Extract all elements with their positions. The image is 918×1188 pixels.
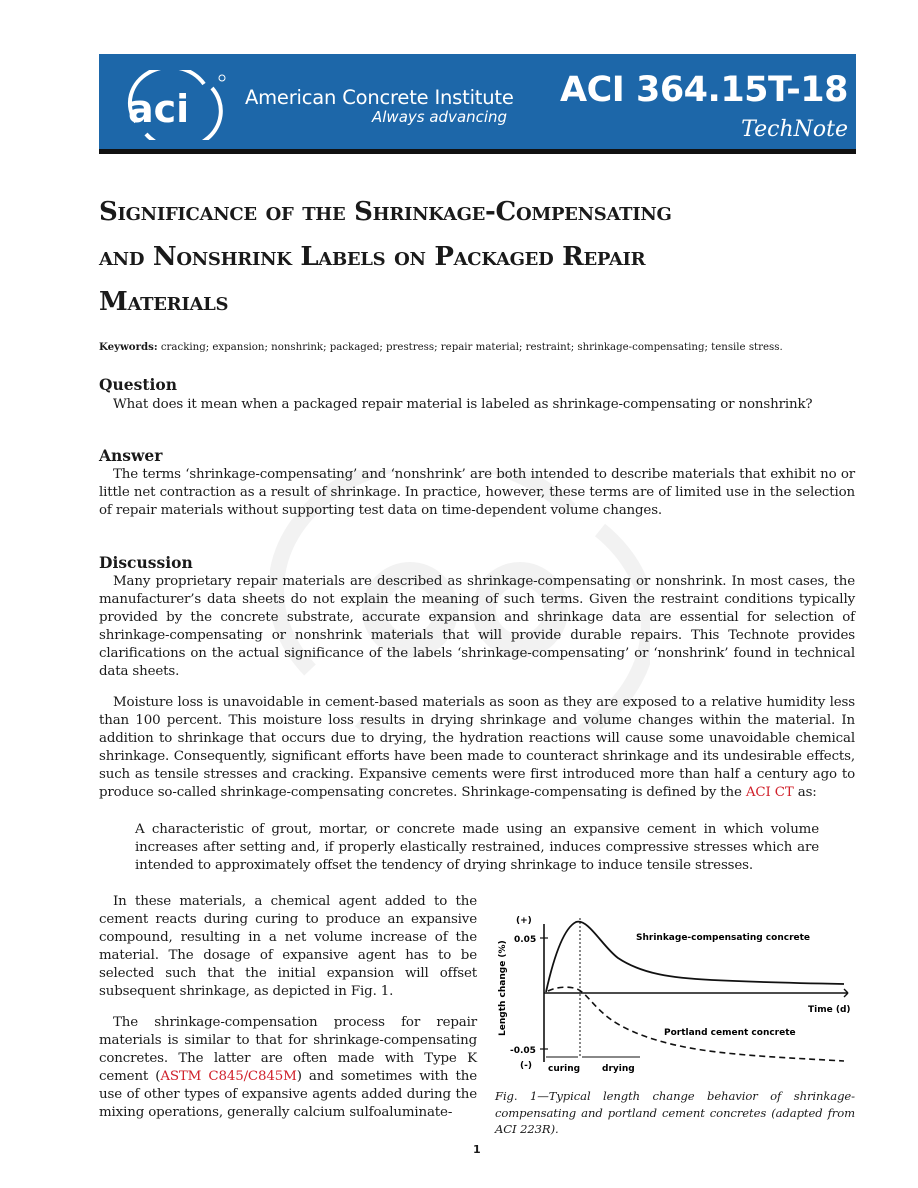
discussion-heading: Discussion <box>99 553 193 572</box>
title-line-1: Significance of the Shrinkage-Compensating <box>99 197 672 227</box>
y-minus-label: (-) <box>520 1061 532 1071</box>
x-axis-label: Time (d) <box>808 1005 851 1015</box>
keywords <box>99 341 783 353</box>
discussion-paragraph-4 <box>99 1014 477 1122</box>
answer-heading: Answer <box>99 446 163 465</box>
keywords-label: Keywords: <box>99 341 158 353</box>
question-text: What does it mean when a packaged repair material is labeled as shrinkage-compensating or nonshrink? <box>113 397 813 412</box>
logo-text: aci <box>128 87 190 131</box>
discussion-paragraph-1: Many proprietary repair materials are described as shrinkage-compensating or nonshrink. In most cases, the manufacturer’s data sheets do not explain the meaning of such terms. Given the restraint conditions typically provided by the concrete substrate, accurate expansion and shrinkage data are essential for selection of shrinkage-compensating or nonshrink materials that will provide durable repairs. This Technote provides clarifications on the actual significance of the labels ‘shrinkage-compensating’ or ‘nonshrink’ found in technical data sheets. <box>99 574 855 679</box>
p2-text: Moisture loss is unavoidable in cement-based materials as soon as they are exposed to a relative humidity less than 100 percent. This moisture loss results in drying shrinkage and volume changes within the material. In addition to shrinkage that occurs due to drying, the hydration reactions will cause some unavoidable chemical shrinkage. Consequently, significant efforts have been made to counteract shrinkage and its undesirable effects, such as tensile stresses and cracking. Expansive cements were first introduced more than half a century ago to produce so-called shrinkage-compensating concretes. Shrinkage-compensating is defined by the <box>99 695 855 800</box>
keywords-text: cracking; expansion; nonshrink; packaged; prestress; repair material; restraint; shrinkage-compensating; tensile stress. <box>160 342 783 353</box>
aci-ct-link[interactable]: ACI CT <box>745 785 794 800</box>
title-line-3: Materials <box>99 287 229 317</box>
document-title <box>99 190 859 325</box>
document-type: TechNote <box>741 117 848 142</box>
y-axis-label: Length change (%) <box>498 940 508 1036</box>
header-rule <box>99 149 856 154</box>
answer-text: The terms ‘shrinkage-compensating’ and ‘nonshrink’ are both intended to describe materials that exhibit no or little net contraction as a result of shrinkage. In practice, however, these terms are of limited use in the selection of repair materials without supporting test data on time-dependent volume changes. <box>99 467 855 518</box>
p2-text-end: as: <box>793 785 817 800</box>
p4-text: The shrinkage-compensation process for repair materials is similar to that for shrinkage-compensating concretes. The latter are often made with Type K cement ( <box>99 1015 477 1084</box>
length-change-figure <box>492 906 856 1080</box>
page-number: 1 <box>473 1143 481 1156</box>
title-line-2: and Nonshrink Labels on Packaged Repair <box>99 242 646 272</box>
series-label-portland: Portland cement concrete <box>664 1028 796 1038</box>
y-plus-label: (+) <box>516 916 532 926</box>
series-label-shrinkage-compensating: Shrinkage-compensating concrete <box>636 933 811 943</box>
institute-name: American Concrete Institute <box>245 86 514 109</box>
y-tick-negative: -0.05 <box>510 1046 536 1056</box>
astm-link[interactable]: ASTM C845/C845M <box>160 1069 297 1084</box>
document-number: ACI 364.15T-18 <box>559 70 848 110</box>
drying-label: drying <box>602 1064 635 1074</box>
y-tick-positive: 0.05 <box>514 935 537 945</box>
discussion-paragraph-2 <box>99 694 855 802</box>
question-heading: Question <box>99 375 178 394</box>
portland-cement-curve <box>548 987 844 1061</box>
p4-text-end: ) and sometimes with the use of other types of expansive agents added during the mixing operations, generally calcium sulfoaluminate- <box>99 1069 477 1120</box>
aci-logo <box>116 70 232 140</box>
institute-tagline: Always advancing <box>372 108 508 126</box>
curing-label: curing <box>548 1064 581 1074</box>
figure-caption: Fig. 1—Typical length change behavior of shrinkage-compensating and portland cement concretes (adapted from ACI 223R). <box>495 1089 855 1136</box>
definition-quote: A characteristic of grout, mortar, or concrete made using an expansive cement in which volume increases after setting and, if properly elastically restrained, induces compressive stresses which are intended to approximately offset the tendency of drying shrinkage to induce tensile stresses. <box>135 822 819 873</box>
discussion-paragraph-3: In these materials, a chemical agent added to the cement reacts during curing to produce an expansive compound, resulting in a net volume increase of the material. The dosage of expansive agent has to be selected such that the initial expansion will offset subsequent shrinkage, as depicted in Fig. 1. <box>99 894 477 999</box>
